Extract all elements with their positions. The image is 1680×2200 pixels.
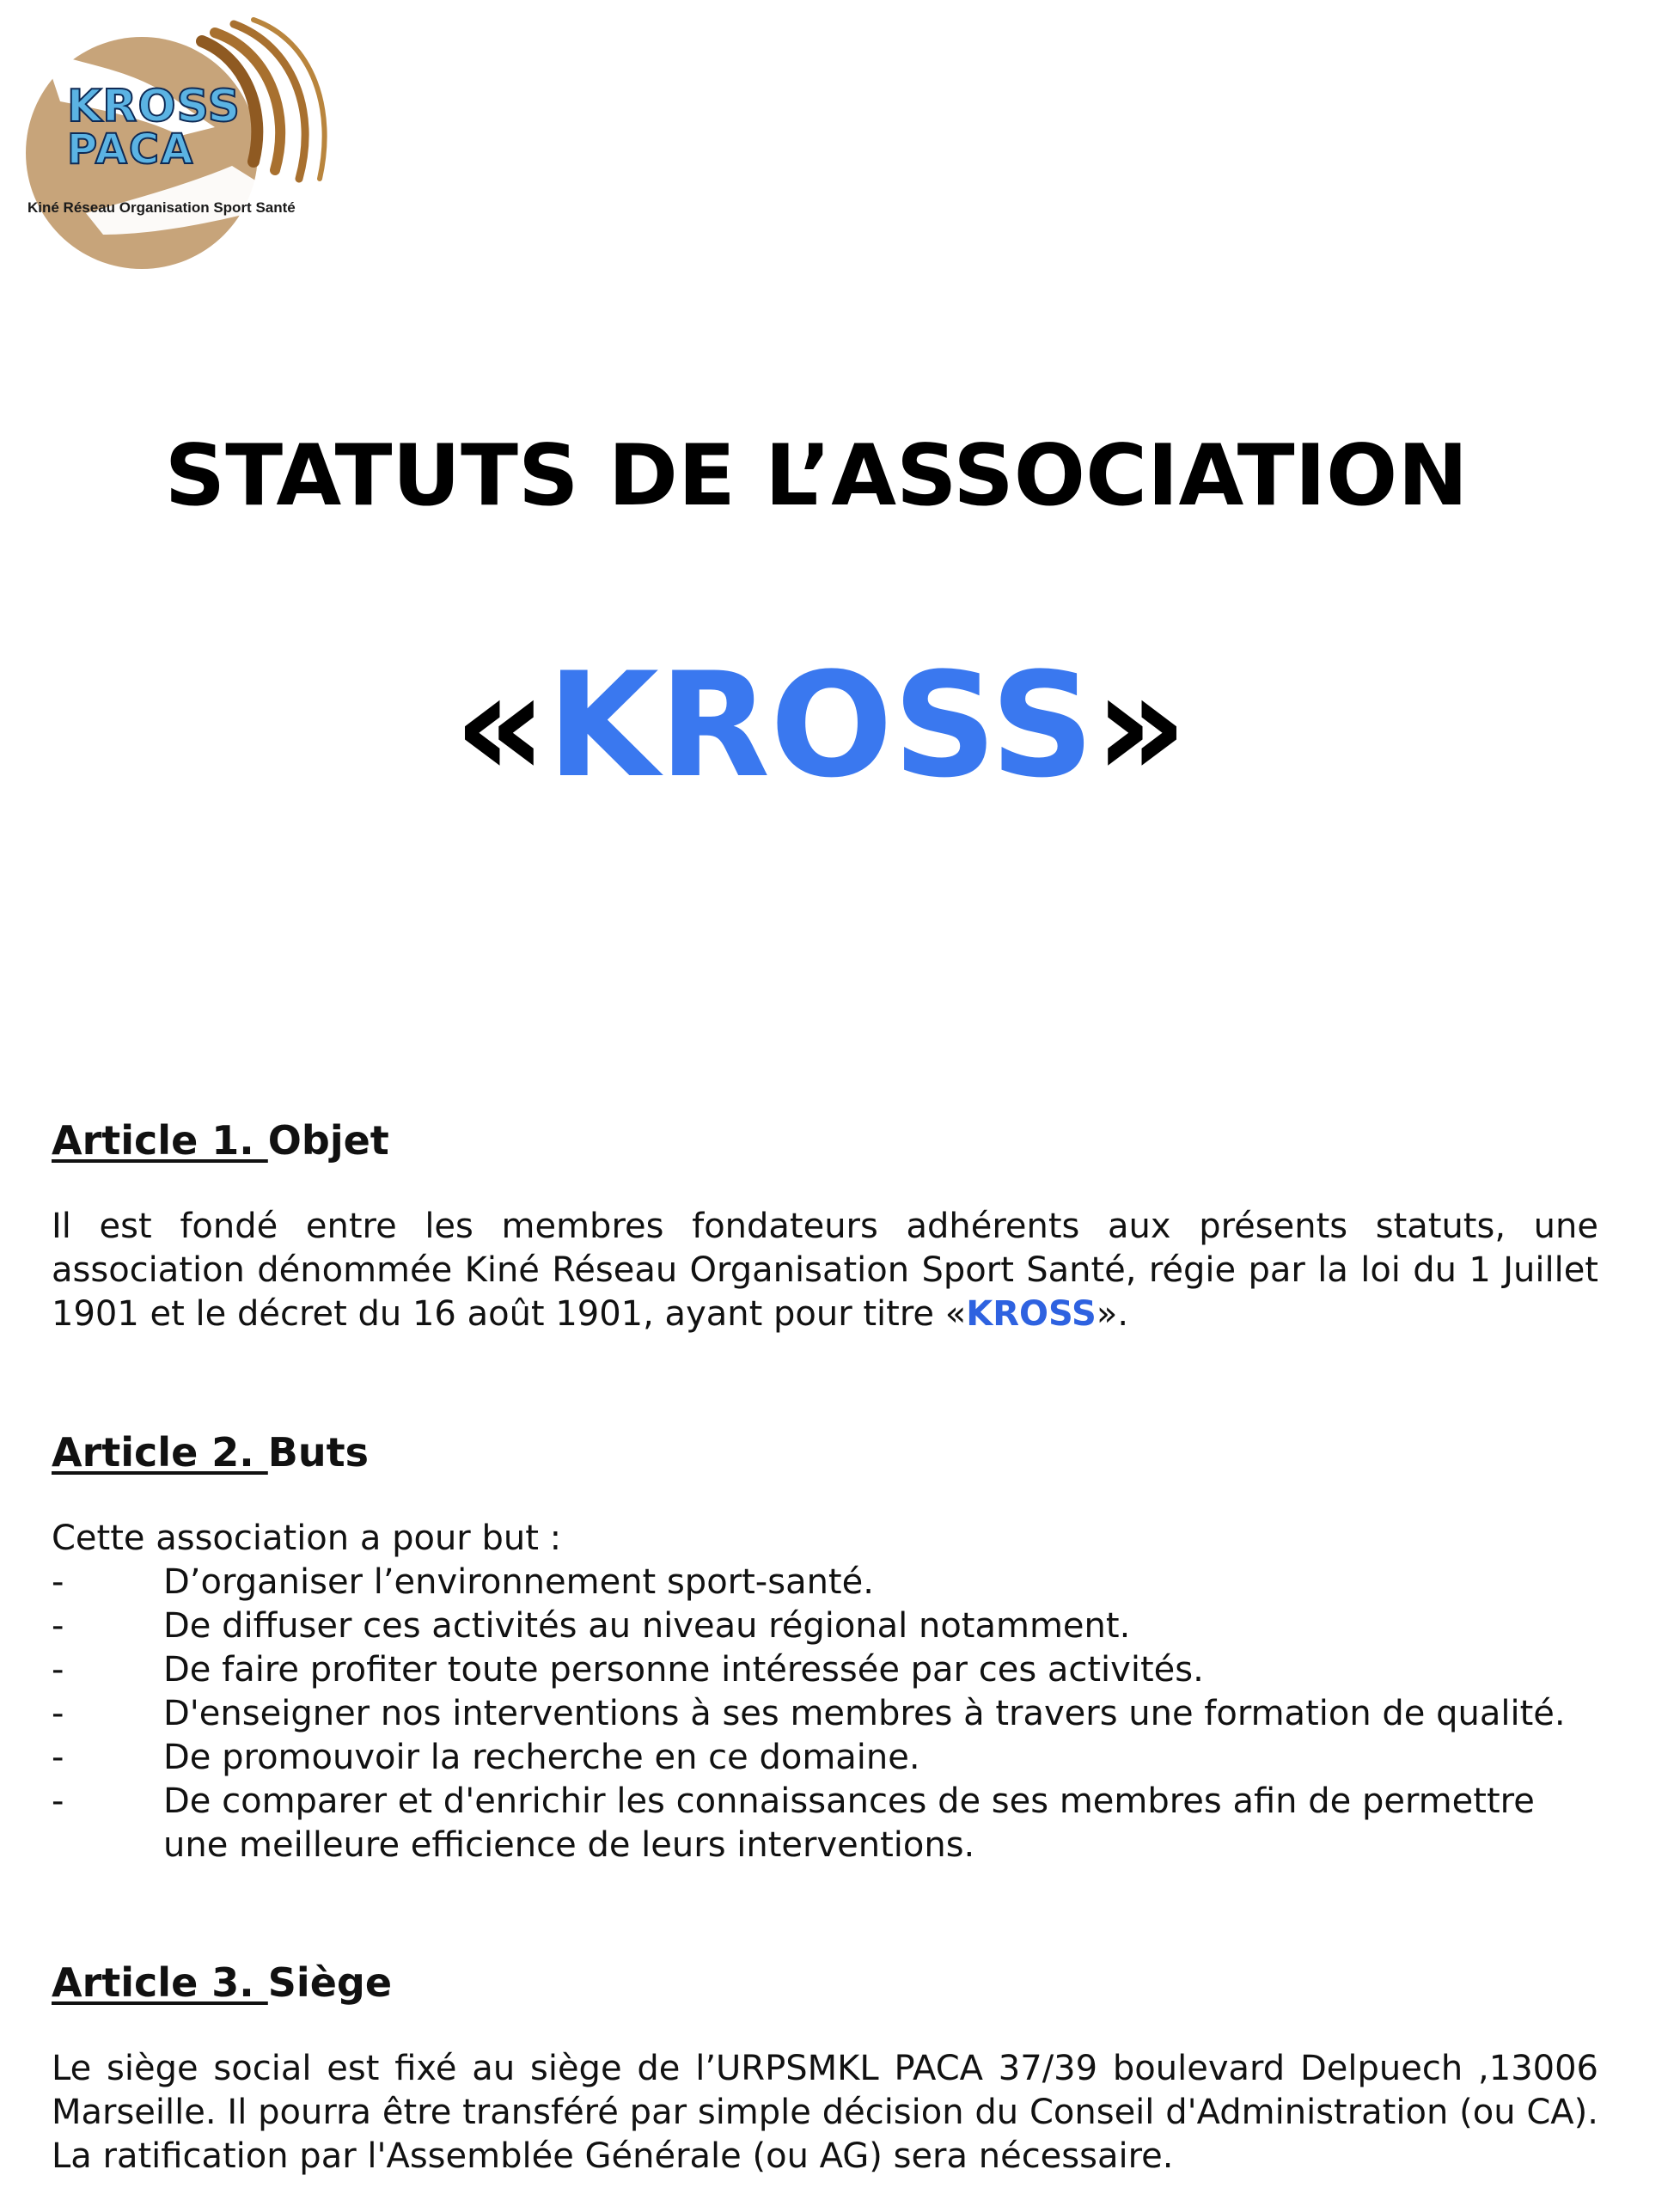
article-2 [52,1429,1598,1867]
list-item-text: De diffuser ces activités au niveau régional notamment. [163,1606,1131,1647]
article-1-heading [52,1117,1598,1164]
association-name-highlight: KROSS [547,641,1095,810]
article-3-title: Siège [267,1959,393,2006]
article-1-text-after: ». [1096,1294,1129,1335]
list-dash: - [52,1606,64,1647]
article-2-title: Buts [267,1429,369,1476]
article-2-number: Article 2. [52,1429,268,1476]
list-dash: - [52,1694,64,1734]
logo-name-paca: PACA [67,125,195,174]
article-3-heading [52,1959,1598,2007]
list-item [52,1780,1598,1867]
list-dash: - [52,1650,64,1690]
document-title: STATUTS DE L’ASSOCIATION [164,427,1469,525]
logo-tagline: Kiné Réseau Organisation Sport Santé [27,199,296,216]
article-1-title: Objet [267,1117,389,1164]
article-3 [52,1959,1598,2179]
list-item [52,1736,1598,1780]
list-item-text: D'enseigner nos interventions à ses membres à travers une formation de qualité. [163,1694,1566,1734]
article-1-number: Article 1. [52,1117,268,1164]
list-item-text: De faire profiter toute personne intéressée par ces activités. [163,1650,1204,1690]
list-item [52,1692,1598,1736]
article-2-goals-list [52,1561,1598,1867]
list-item-text: De promouvoir la recherche en ce domaine. [163,1738,920,1778]
quote-open: « [454,641,547,810]
article-1-text-before: Il est fondé entre les membres fondateurs adhérents aux présents statuts, une association dénommée Kiné Réseau Organisation Sport Santé, régie par la loi du 1 Juillet 1901 et le décret du 16 août 1901, ayant pour titre « [52,1207,1598,1335]
list-item-text: De comparer et d'enrichir les connaissances de ses membres afin de permettre une meilleure efficience de leurs interventions. [163,1781,1535,1866]
list-item [52,1561,1598,1604]
logo-name-kross: KROSS [67,81,241,132]
list-dash: - [52,1781,64,1822]
quote-close: » [1094,641,1188,810]
article-2-heading [52,1429,1598,1476]
list-dash: - [52,1562,64,1603]
article-1-text [52,1205,1598,1336]
association-name [0,641,1641,810]
list-item [52,1604,1598,1648]
article-1-kross: KROSS [966,1294,1097,1335]
list-item-text: D’organiser l’environnement sport-santé. [163,1562,874,1603]
list-dash: - [52,1738,64,1778]
article-1 [52,1117,1598,1336]
list-item [52,1648,1598,1692]
article-2-intro: Cette association a pour but : [52,1519,562,1559]
article-3-number: Article 3. [52,1959,268,2006]
article-3-text: Le siège social est fixé au siège de l’URPSMKL PACA 37/39 boulevard Delpuech ,13006 Marseille. Il pourra être transféré par simple décision du Conseil d'Administration (ou CA). La ratification par l'Assemblée Générale (ou AG) sera nécessaire. [52,2049,1598,2177]
kross-paca-logo [9,15,335,273]
